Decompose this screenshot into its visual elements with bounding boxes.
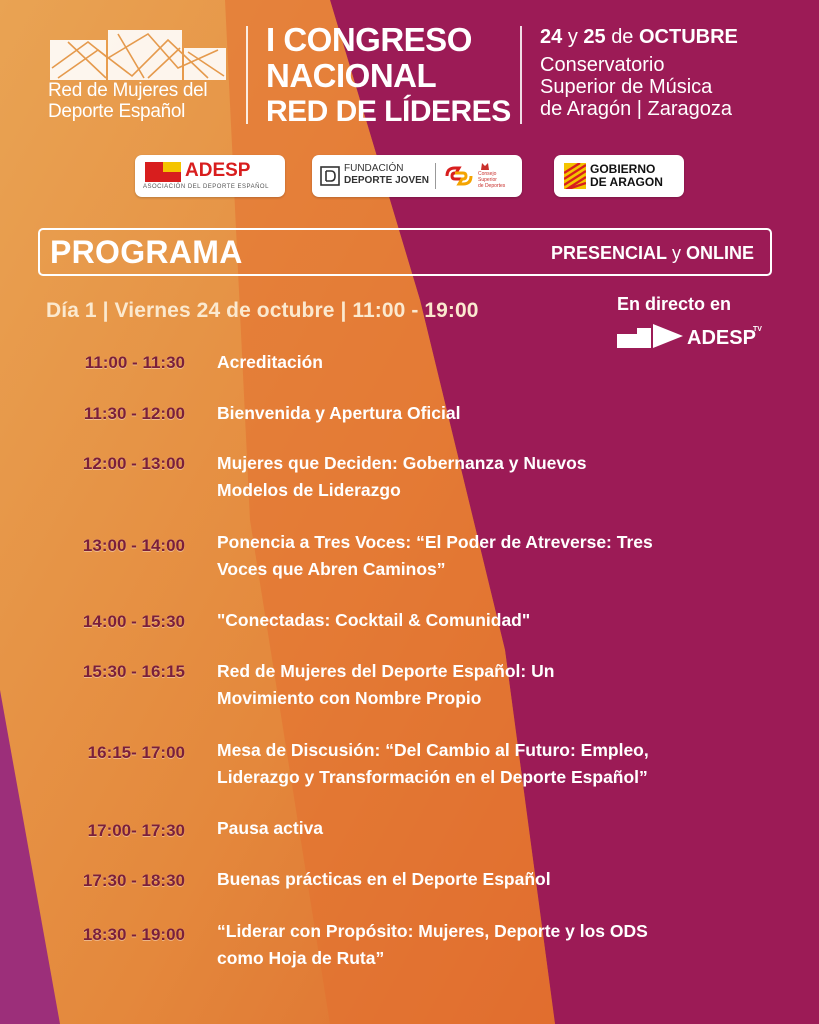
fundacion-logo-icon [320, 166, 340, 186]
congress-title-line3: RED DE LÍDERES [266, 95, 511, 128]
schedule-item-line1: Red de Mujeres del Deporte Español: Un [217, 661, 555, 681]
schedule-item-line2: Movimiento con Nombre Propio [217, 688, 482, 708]
csd-line3: de Deportes [478, 183, 506, 189]
fundacion-divider [435, 163, 436, 189]
schedule-item-line1: Pausa activa [217, 818, 324, 838]
schedule-time: 18:30 - 19:00 [82, 925, 185, 944]
venue-line1: Conservatorio [540, 54, 665, 76]
congress-title-line2: NACIONAL [266, 57, 437, 94]
schedule-time: 14:00 - 15:30 [82, 612, 185, 631]
programa-mode [551, 243, 754, 264]
adesp-subtitle: ASOCIACIÓN DEL DEPORTE ESPAÑOL [143, 184, 269, 190]
live-label: En directo en [617, 294, 732, 314]
aragon-flag-icon [564, 163, 586, 189]
fundacion-line2: DEPORTE JOVEN [344, 175, 430, 186]
header-divider-right [520, 26, 522, 124]
date-y: y [567, 26, 578, 48]
venue-line2: Superior de Música [540, 76, 713, 98]
schedule-time: 16:15- 17:00 [87, 743, 185, 762]
schedule-item [217, 349, 777, 376]
network-name-line2: Deporte Español [48, 101, 186, 122]
schedule-time: 11:00 - 11:30 [84, 353, 185, 372]
network-logo-mark [48, 28, 228, 84]
schedule-item-line1: Bienvenida y Apertura Oficial [217, 403, 461, 423]
header-divider-left [246, 26, 248, 124]
aragon-name [590, 163, 663, 189]
venue-line3: de Aragón | Zaragoza [540, 98, 732, 120]
schedule-item [217, 450, 777, 504]
schedule-item-line1: Mesa de Discusión: “Del Cambio al Futuro: Empleo, [217, 740, 649, 760]
schedule-time: 13:00 - 14:00 [82, 536, 185, 555]
schedule-item [217, 918, 777, 972]
schedule-item-line1: "Conectadas: Cocktail & Comunidad" [217, 610, 531, 630]
aragon-line2: DE ARAGON [590, 175, 663, 189]
csd-line2: Superior [478, 177, 497, 183]
event-dates [540, 24, 738, 120]
date-day2: 25 [583, 26, 606, 48]
congress-title [266, 22, 511, 130]
adesp-tv-name: ADESP [687, 327, 756, 349]
sponsor-adesp [135, 155, 285, 197]
schedule-item [217, 866, 777, 893]
schedule-time: 12:00 - 13:00 [82, 454, 185, 473]
fundacion-name [344, 163, 429, 187]
schedule-time: 11:30 - 12:00 [83, 404, 185, 423]
schedule-item-line1: Buenas prácticas en el Deporte Español [217, 869, 551, 889]
date-month: OCTUBRE [639, 26, 738, 48]
network-name [48, 80, 238, 122]
schedule-item-line1: Ponencia a Tres Voces: “El Poder de Atreverse: Tres [217, 532, 653, 552]
schedule-item [217, 815, 777, 842]
schedule-item-line2: Modelos de Liderazgo [217, 480, 401, 500]
schedule-item-line2: Voces que Abren Caminos” [217, 559, 446, 579]
date-de: de [611, 26, 634, 48]
mode-presencial: PRESENCIAL [550, 243, 667, 263]
schedule-item-line1: Acreditación [217, 352, 323, 372]
schedule-item [217, 658, 777, 712]
fundacion-line1: FUNDACIÓN [344, 163, 404, 174]
congress-title-line1: I CONGRESO [266, 21, 472, 58]
programa-banner [38, 228, 772, 276]
event-date-line [540, 24, 738, 50]
schedule-item-line1: Mujeres que Deciden: Gobernanza y Nuevos [217, 453, 587, 473]
adesp-flag-icon [145, 162, 181, 182]
schedule-item-line2: Liderazgo y Transformación en el Deporte Español” [217, 767, 648, 787]
mode-y: y [671, 243, 681, 263]
schedule-time: 17:00- 17:30 [87, 821, 185, 840]
programa-title: PROGRAMA [50, 234, 243, 270]
date-day1: 24 [540, 26, 563, 48]
schedule-item-line2: como Hoja de Ruta” [217, 948, 385, 968]
adesp-tv-suffix: TV [753, 326, 762, 333]
schedule-item-line1: “Liderar con Propósito: Mujeres, Deporte y los ODS [217, 921, 648, 941]
mode-online: ONLINE [685, 243, 754, 263]
adesp-name: ADESP [185, 160, 251, 181]
csd-line1: Consejo [478, 171, 497, 177]
network-name-line1: Red de Mujeres del [48, 80, 208, 101]
sponsor-gobierno-aragon [554, 155, 684, 197]
network-logo [48, 28, 230, 128]
sponsor-fundacion [312, 155, 522, 197]
event-venue [540, 54, 738, 120]
schedule-time: 17:30 - 18:30 [82, 871, 185, 890]
csd-name [478, 171, 505, 189]
schedule-item [217, 529, 777, 583]
adesp-tv-mark-icon [617, 322, 685, 350]
day-heading: Día 1 | Viernes 24 de octubre | 11:00 - 19:00 [46, 299, 479, 322]
schedule-time: 15:30 - 16:15 [82, 662, 185, 681]
csd-logo-icon [443, 165, 475, 187]
schedule-item [217, 737, 777, 791]
adesp-tv-logo [617, 320, 767, 352]
aragon-line1: GOBIERNO [590, 162, 656, 176]
schedule-item [217, 400, 777, 427]
schedule-item [217, 607, 777, 634]
